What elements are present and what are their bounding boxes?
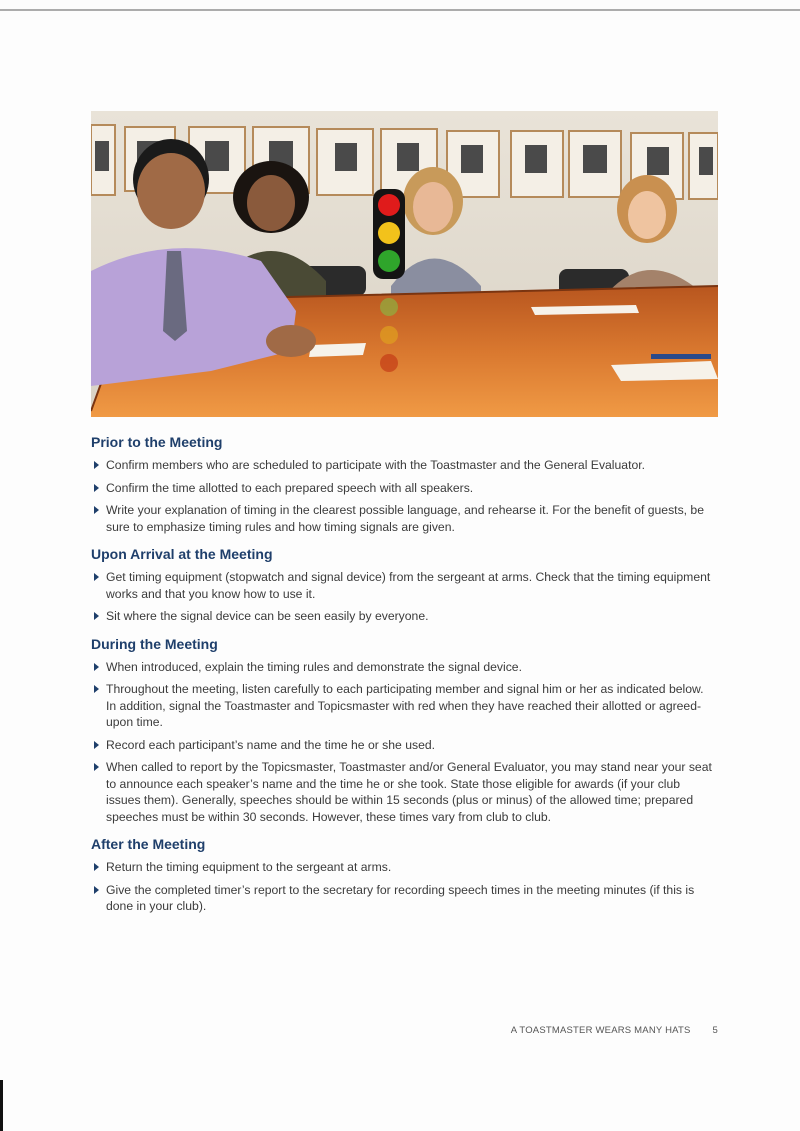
list-item-text: Confirm members who are scheduled to participate with the Toastmaster and the General Evaluator. bbox=[106, 458, 646, 472]
section-after-meeting bbox=[91, 835, 716, 915]
section-prior-to-meeting bbox=[91, 433, 716, 535]
list-item bbox=[91, 759, 716, 825]
triangle-bullet-icon bbox=[94, 484, 99, 492]
list-item-text: Write your explanation of timing in the clearest possible language, and rehearse it. For the benefit of guests, be sure to emphasize timing rules and how timing signals are given. bbox=[106, 503, 704, 534]
list-item-text: Confirm the time allotted to each prepared speech with all speakers. bbox=[106, 480, 474, 495]
triangle-bullet-icon bbox=[94, 741, 99, 749]
list-item bbox=[91, 737, 716, 754]
list-item bbox=[91, 882, 716, 915]
list-item bbox=[91, 659, 716, 676]
list-item-text: When introduced, explain the timing rules and demonstrate the signal device. bbox=[106, 659, 522, 674]
section-heading: During the Meeting bbox=[91, 635, 218, 652]
scan-edge-left bbox=[0, 1080, 3, 1131]
list-item-text: Throughout the meeting, listen carefully to each participating member and signal him or her as indicated below. In addition, signal the Toastmaster and Topicsmaster with red when they have reached their allotted or agreed-upon time. bbox=[106, 682, 704, 729]
page-footer bbox=[511, 1025, 718, 1036]
list-item-text: Get timing equipment (stopwatch and signal device) from the sergeant at arms. Check that the timing equipment works and that you know how to use it. bbox=[106, 570, 711, 601]
triangle-bullet-icon bbox=[94, 461, 99, 469]
list-item bbox=[91, 457, 716, 474]
list-item bbox=[91, 502, 716, 535]
section-heading: Prior to the Meeting bbox=[91, 434, 223, 450]
section-during-meeting bbox=[91, 635, 716, 826]
section-heading: Upon Arrival at the Meeting bbox=[91, 546, 273, 562]
list-item-text: Sit where the signal device can be seen easily by everyone. bbox=[106, 609, 429, 623]
triangle-bullet-icon bbox=[94, 886, 99, 894]
triangle-bullet-icon bbox=[94, 863, 99, 871]
scan-edge-top bbox=[0, 9, 800, 11]
triangle-bullet-icon bbox=[94, 612, 99, 620]
list-item-text: Return the timing equipment to the sergeant at arms. bbox=[106, 860, 392, 874]
section-upon-arrival bbox=[91, 545, 716, 625]
triangle-bullet-icon bbox=[94, 506, 99, 514]
list-item bbox=[91, 681, 716, 731]
bullet-list bbox=[91, 659, 716, 826]
triangle-bullet-icon bbox=[94, 663, 99, 671]
document-content bbox=[91, 433, 716, 921]
meeting-photo bbox=[91, 111, 718, 417]
list-item-text: Record each participant’s name and the time he or she used. bbox=[106, 737, 436, 752]
list-item bbox=[91, 480, 716, 497]
list-item bbox=[91, 608, 716, 625]
bullet-list bbox=[91, 569, 716, 625]
triangle-bullet-icon bbox=[94, 685, 99, 693]
running-title: A TOASTMASTER WEARS MANY HATS bbox=[510, 1025, 691, 1036]
triangle-bullet-icon bbox=[94, 763, 99, 771]
list-item-text: Give the completed timer’s report to the secretary for recording speech times in the meeting minutes (if this is done in your club). bbox=[106, 882, 695, 913]
section-heading: After the Meeting bbox=[91, 836, 206, 852]
list-item-text: When called to report by the Topicsmaster, Toastmaster and/or General Evaluator, you may stand near your seat to announce each speaker’s name and the time he or she took. State those eligible for awards (if your club issues them). Generally, speeches should be within 15 seconds (plus or minus) of the allowed time; prepared speeches must be within 30 seconds. However, these times vary from club to club. bbox=[106, 760, 712, 824]
bullet-list bbox=[91, 859, 716, 915]
bullet-list bbox=[91, 457, 716, 535]
page-number: 5 bbox=[712, 1025, 718, 1036]
list-item bbox=[91, 569, 716, 602]
list-item bbox=[91, 859, 716, 876]
triangle-bullet-icon bbox=[94, 573, 99, 581]
